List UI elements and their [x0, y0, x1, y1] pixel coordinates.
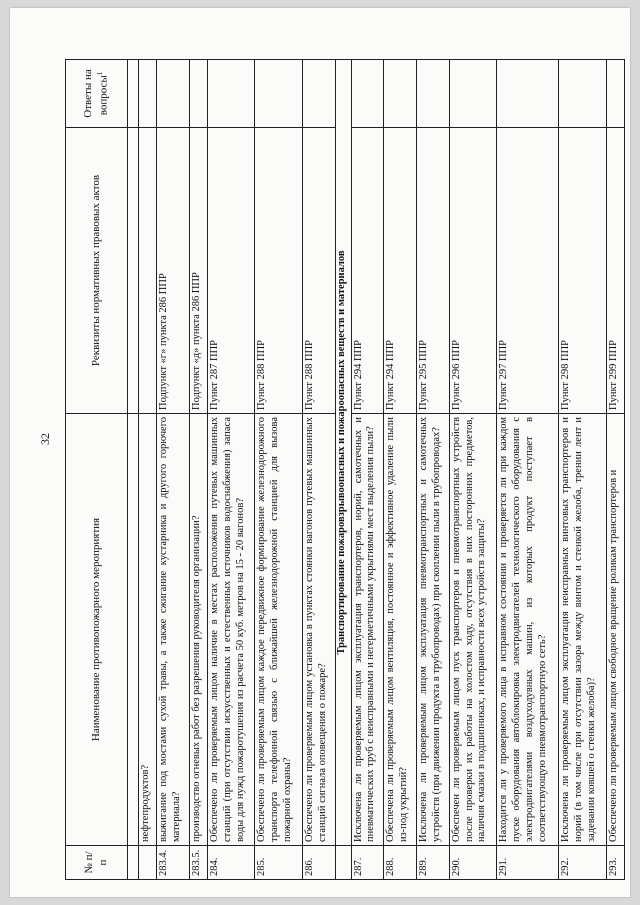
section-row [335, 60, 351, 880]
row-reference: Подпункт «г» пункта 286 ППР [157, 128, 190, 414]
row-number: 292. [559, 846, 606, 880]
row-measure: Обеспечено ли проверяемым лицом наличие в местах расположения путевых машинных станций (при отсутствии искусственных и естественных источников водоснабжения) запаса воды для нужд пожаротушения из расчета 50 куб. метров на 15 - 20 вагонов? [208, 414, 255, 846]
row-answer [255, 60, 302, 128]
row-reference [139, 128, 157, 414]
row-reference: Пункт 297 ППР [497, 128, 559, 414]
row-reference: Пункт 288 ППР [255, 128, 302, 414]
row-answer [189, 60, 207, 128]
table-row [351, 60, 384, 880]
row-measure: Исключена ли проверяемым лицом эксплуатация пневмотранспортных и самотечных устройств (при движении продукта в трубопроводах) при скоплении пыли в трубопроводах? [417, 414, 450, 846]
row-reference: Пункт 295 ППР [417, 128, 450, 414]
row-reference: Пункт 299 ППР [606, 128, 624, 414]
header-legal-acts: Реквизиты нормативных правовых актов [66, 128, 128, 414]
row-number: 291. [497, 846, 559, 880]
table-row [189, 60, 207, 880]
row-reference: Пункт 288 ППР [302, 128, 335, 414]
row-answer [351, 60, 384, 128]
row-number: 289. [417, 846, 450, 880]
row-reference: Пункт 294 ППР [351, 128, 384, 414]
row-answer [139, 60, 157, 128]
checklist-table [65, 59, 625, 880]
row-number: 288. [384, 846, 417, 880]
row-reference: Пункт 296 ППР [449, 128, 496, 414]
row-answer [606, 60, 624, 128]
table-row [606, 60, 624, 880]
checklist-table-rotated [65, 60, 625, 880]
table-row [157, 60, 190, 880]
row-reference: Пункт 298 ППР [559, 128, 606, 414]
row-answer [497, 60, 559, 128]
table-header-row [66, 60, 128, 880]
row-answer [449, 60, 496, 128]
row-answer [384, 60, 417, 128]
row-measure: Исключена ли проверяемым лицом эксплуатация транспортеров, норий, самотечных и пневматических труб с неисправными и негерметичными укрытиями мест выделения пыли? [351, 414, 384, 846]
row-answer [302, 60, 335, 128]
row-measure: Обеспечена ли проверяемым лицом вентиляция, постоянное и эффективное удаление пыли из-под укрытий? [384, 414, 417, 846]
table-row [384, 60, 417, 880]
row-answer [559, 60, 606, 128]
table-row [449, 60, 496, 880]
row-number: 293. [606, 846, 624, 880]
table-row [255, 60, 302, 880]
row-measure: нефтепродуктов? [139, 414, 157, 846]
row-number: 283.5. [189, 846, 207, 880]
row-reference: Пункт 287 ППР [208, 128, 255, 414]
row-number: 285. [255, 846, 302, 880]
row-measure: выжигание под мостами сухой травы, а также сжигание кустарника и другого горючего материала? [157, 414, 190, 846]
section-spacer [335, 846, 351, 880]
row-measure: Обеспечено ли проверяемым лицом установка в пунктах стоянки вагонов путевых машинных станций сигнала оповещения о пожаре? [302, 414, 335, 846]
table-row [208, 60, 255, 880]
table-row [559, 60, 606, 880]
row-answer [157, 60, 190, 128]
row-number: 290. [449, 846, 496, 880]
header-answers-footnote: 1 [95, 71, 104, 76]
table-row [139, 60, 157, 880]
section-title: Транспортирование пожаровзрывоопасных и пожароопасных веществ и материалов [335, 60, 351, 846]
row-number: 284. [208, 846, 255, 880]
document-page [10, 8, 630, 897]
table-row [497, 60, 559, 880]
row-answer [208, 60, 255, 128]
table-row [302, 60, 335, 880]
row-reference: Пункт 294 ППР [384, 128, 417, 414]
row-measure: Обеспечен ли проверяемым лицом пуск транспортеров и пневмотранспортных устройств после проверки их работы на холостом ходу, отсутствия в них посторонних предметов, наличия смазки в подшипниках, и исправности всех устройств защиты? [449, 414, 496, 846]
column-spacer-row [128, 60, 139, 880]
row-number: 286. [302, 846, 335, 880]
header-answers-label: Ответы на вопросы [82, 69, 110, 118]
row-number [139, 846, 157, 880]
row-measure: Находится ли у проверяемого лица в исправном состоянии и проверяется ли при каждом пуске оборудования автоблокировка электродвигателей технологического оборудования с электродвигателями воздуходувных машин, из которых продукт поступает в соответствующую пневмотранспортную сеть? [497, 414, 559, 846]
header-number: № п/п [66, 846, 128, 880]
row-reference: Подпункт «д» пункта 286 ППР [189, 128, 207, 414]
row-measure: Исключена ли проверяемым лицом эксплуатация неисправных винтовых транспортеров и норий (в том числе при отсутствии зазора между винтом и стенкой желоба, трении лент и задевании ковшей о стенки желоба)? [559, 414, 606, 846]
row-measure: Обеспечено ли проверяемым лицом каждое передвижное формирование железнодорожного транспорта телефонной связью с ближайшей железнодорожной станцией для вызова пожарной охраны? [255, 414, 302, 846]
table-row [417, 60, 450, 880]
header-measure-name: Наименование противопожарного мероприятия [66, 414, 128, 846]
row-number: 283.4. [157, 846, 190, 880]
row-answer [417, 60, 450, 128]
row-measure: производство огневых работ без разрешения руководителя организации? [189, 414, 207, 846]
header-answers [66, 60, 128, 128]
row-measure: Обеспечено ли проверяемым лицом свободное вращение роликам транспортеров и [606, 414, 624, 846]
page-number: 32 [38, 433, 52, 445]
row-number: 287. [351, 846, 384, 880]
